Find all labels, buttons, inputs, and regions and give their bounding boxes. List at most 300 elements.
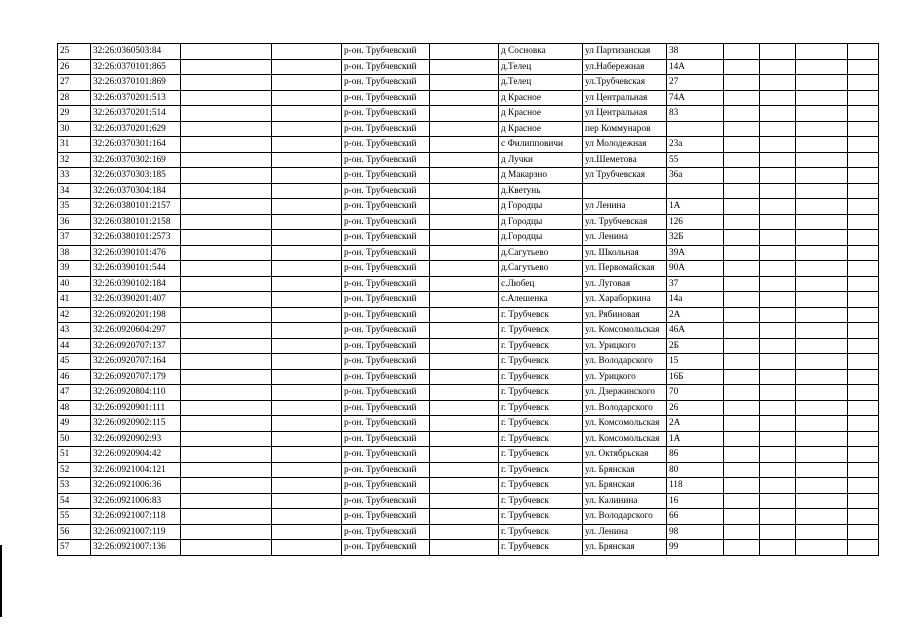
table-cell: г. Трубчевск [499,354,583,370]
table-row [58,478,879,494]
table-cell [848,524,879,540]
table-cell [760,493,796,509]
table-cell [430,75,499,91]
table-cell: р-он. Трубчевский [342,509,430,525]
table-cell [848,540,879,556]
table-cell: 51 [58,447,91,463]
table-cell: 80 [667,462,724,478]
table-cell [430,416,499,432]
table-cell [760,44,796,60]
table-cell [848,323,879,339]
table-cell [848,199,879,215]
table-cell: 70 [667,385,724,401]
table-cell: 55 [58,509,91,525]
table-cell [796,245,848,261]
table-cell [724,121,760,137]
table-cell: г. Трубчевск [499,493,583,509]
table-cell [848,400,879,416]
table-cell: р-он. Трубчевский [342,385,430,401]
table-cell [181,183,272,199]
table-cell [760,137,796,153]
table-cell [724,354,760,370]
table-cell: 37 [58,230,91,246]
table-cell: 35 [58,199,91,215]
table-cell: 47 [58,385,91,401]
table-cell [430,354,499,370]
table-cell [760,400,796,416]
table-cell [724,292,760,308]
table-cell: 98 [667,524,724,540]
table-cell: 33 [58,168,91,184]
table-row [58,245,879,261]
table-cell: ул Ленина [583,199,667,215]
table-cell: 126 [667,214,724,230]
table-cell: г. Трубчевск [499,323,583,339]
table-cell: ул. Брянская [583,540,667,556]
table-cell: г. Трубчевск [499,369,583,385]
table-cell: 32:26:0920902:115 [91,416,181,432]
table-cell: ул Центральная [583,106,667,122]
table-cell: р-он. Трубчевский [342,59,430,75]
table-cell [181,137,272,153]
table-cell [760,106,796,122]
table-cell: 32:26:0370201:629 [91,121,181,137]
table-cell: 32:26:0921007:118 [91,509,181,525]
table-cell [272,462,342,478]
table-cell: р-он. Трубчевский [342,199,430,215]
table-cell [181,75,272,91]
table-cell [724,307,760,323]
table-cell: 14А [667,59,724,75]
table-cell [272,524,342,540]
table-cell: 36 [58,214,91,230]
table-cell: 32:26:0390101:544 [91,261,181,277]
table-cell [796,137,848,153]
table-cell [796,168,848,184]
table-cell [272,59,342,75]
table-row [58,307,879,323]
table-cell [760,307,796,323]
table-cell: д Макарзно [499,168,583,184]
table-cell [760,338,796,354]
table-cell [430,385,499,401]
table-cell [272,493,342,509]
table-cell [181,540,272,556]
table-cell [272,385,342,401]
table-cell [724,106,760,122]
table-row [58,261,879,277]
table-cell [848,478,879,494]
table-cell [760,354,796,370]
table-cell [724,447,760,463]
table-cell [181,245,272,261]
table-cell [760,199,796,215]
table-cell: р-он. Трубчевский [342,75,430,91]
table-cell [796,261,848,277]
table-row [58,462,879,478]
table-cell: г. Трубчевск [499,509,583,525]
table-cell: 74А [667,90,724,106]
table-cell [796,338,848,354]
table-cell [724,230,760,246]
table-cell [724,152,760,168]
table-cell [272,44,342,60]
table-cell: 40 [58,276,91,292]
table-row [58,540,879,556]
table-cell: ул. Володарского [583,354,667,370]
table-cell [181,478,272,494]
table-cell [848,416,879,432]
table-cell: 43 [58,323,91,339]
table-cell [430,524,499,540]
table-cell: 32Б [667,230,724,246]
table-row [58,214,879,230]
table-cell: 32:26:0920904:42 [91,447,181,463]
table-cell [724,416,760,432]
table-cell: ул. Комсомольская [583,431,667,447]
table-cell: ул. Калинина [583,493,667,509]
table-row [58,369,879,385]
table-cell [724,462,760,478]
table-cell [430,276,499,292]
table-cell [796,540,848,556]
table-row [58,354,879,370]
table-cell [724,90,760,106]
table-cell [430,447,499,463]
table-cell [796,385,848,401]
table-cell [181,462,272,478]
table-cell: 32:26:0390102:184 [91,276,181,292]
table-cell [430,493,499,509]
table-cell [272,245,342,261]
table-cell: д Сосновка [499,44,583,60]
table-cell [272,338,342,354]
table-cell [724,261,760,277]
table-cell [760,462,796,478]
table-cell [430,478,499,494]
table-cell [272,431,342,447]
table-cell [848,338,879,354]
table-cell: ул. Октябрьская [583,447,667,463]
table-cell: 32:26:0920804:110 [91,385,181,401]
table-cell: 42 [58,307,91,323]
table-cell: 25 [58,44,91,60]
table-cell: р-он. Трубчевский [342,152,430,168]
table-cell: 66 [667,509,724,525]
table-cell: ул.Трубчевская [583,75,667,91]
table-cell [272,183,342,199]
table-cell: 23а [667,137,724,153]
table-cell [724,369,760,385]
table-cell [848,106,879,122]
table-cell [667,121,724,137]
table-cell [272,75,342,91]
table-cell: 32:26:0920902:93 [91,431,181,447]
table-cell: 26 [58,59,91,75]
table-cell: д.Сагутьево [499,245,583,261]
table-cell [430,292,499,308]
table-cell: 27 [667,75,724,91]
table-cell [724,183,760,199]
table-cell [796,75,848,91]
table-cell [848,447,879,463]
table-cell [181,385,272,401]
table-row [58,447,879,463]
table-cell [181,214,272,230]
table-cell [848,152,879,168]
table-cell [796,369,848,385]
table-cell [848,462,879,478]
table-cell [667,183,724,199]
table-cell [760,261,796,277]
table-cell: 53 [58,478,91,494]
table-cell [181,354,272,370]
table-row [58,400,879,416]
table-cell: 39 [58,261,91,277]
table-cell: г. Трубчевск [499,416,583,432]
table-cell [272,199,342,215]
table-row [58,59,879,75]
table-cell: 48 [58,400,91,416]
table-cell: ул Молодежная [583,137,667,153]
table-cell [760,152,796,168]
table-cell [796,59,848,75]
table-cell: пер Коммунаров [583,121,667,137]
table-row [58,385,879,401]
table-cell [430,183,499,199]
table-cell [724,75,760,91]
table-cell: 38 [58,245,91,261]
table-cell [181,199,272,215]
table-cell: 32:26:0370101:865 [91,59,181,75]
table-cell [796,478,848,494]
table-cell: 32:26:0921004:121 [91,462,181,478]
table-cell [272,416,342,432]
table-cell [181,121,272,137]
table-cell: р-он. Трубчевский [342,276,430,292]
table-cell [760,292,796,308]
table-cell: д.Кветунь [499,183,583,199]
table-cell: д Красное [499,106,583,122]
table-cell [848,90,879,106]
table-cell: р-он. Трубчевский [342,338,430,354]
table-cell: ул Партизанская [583,44,667,60]
table-cell: р-он. Трубчевский [342,121,430,137]
table-cell [272,137,342,153]
table-row [58,323,879,339]
table-cell: р-он. Трубчевский [342,369,430,385]
table-cell [848,369,879,385]
table-cell [760,431,796,447]
table-cell: 32:26:0920707:179 [91,369,181,385]
table-cell [848,137,879,153]
table-cell: г. Трубчевск [499,540,583,556]
table-cell [430,152,499,168]
table-cell [760,478,796,494]
table-row [58,106,879,122]
table-cell [181,59,272,75]
table-cell [848,354,879,370]
table-cell: р-он. Трубчевский [342,168,430,184]
table-cell [760,447,796,463]
table-cell: р-он. Трубчевский [342,493,430,509]
table-row [58,416,879,432]
table-cell: 32:26:0380101:2573 [91,230,181,246]
table-cell: 34 [58,183,91,199]
table-cell [848,261,879,277]
table-cell [724,214,760,230]
table-cell [181,323,272,339]
table-cell: р-он. Трубчевский [342,183,430,199]
table-cell: р-он. Трубчевский [342,323,430,339]
table-cell: г. Трубчевск [499,307,583,323]
table-cell [760,369,796,385]
table-cell [848,385,879,401]
table-cell [760,230,796,246]
table-cell [760,323,796,339]
table-cell: 2А [667,307,724,323]
table-cell: д Городцы [499,214,583,230]
table-cell [760,276,796,292]
table-cell [181,106,272,122]
table-cell: р-он. Трубчевский [342,462,430,478]
table-cell: ул. Школьная [583,245,667,261]
table-cell [430,323,499,339]
table-cell: 46А [667,323,724,339]
table-cell: ул. Брянская [583,462,667,478]
table-row [58,276,879,292]
table-cell: 16 [667,493,724,509]
table-cell [181,230,272,246]
table-cell: ул. Дзержинского [583,385,667,401]
table-cell: 32:26:0920901:111 [91,400,181,416]
table-cell [583,183,667,199]
table-cell: 52 [58,462,91,478]
table-cell [430,462,499,478]
table-cell: р-он. Трубчевский [342,478,430,494]
table-row [58,75,879,91]
table-cell [796,276,848,292]
table-cell: ул. Рябиновая [583,307,667,323]
table-cell: 54 [58,493,91,509]
table-cell: 83 [667,106,724,122]
table-cell [796,447,848,463]
table-cell: 86 [667,447,724,463]
table-cell: г. Трубчевск [499,400,583,416]
table-cell: ул. Володарского [583,400,667,416]
table-cell: 2Б [667,338,724,354]
table-cell: ул. Ленина [583,524,667,540]
table-cell [430,90,499,106]
table-cell [430,431,499,447]
table-cell: р-он. Трубчевский [342,524,430,540]
table-cell: 41 [58,292,91,308]
table-cell [430,509,499,525]
table-cell: р-он. Трубчевский [342,307,430,323]
table-cell [181,338,272,354]
table-cell: г. Трубчевск [499,385,583,401]
table-cell: р-он. Трубчевский [342,261,430,277]
table-cell [848,183,879,199]
table-cell [272,509,342,525]
table-cell [272,90,342,106]
table-cell [848,307,879,323]
table-cell: 57 [58,540,91,556]
table-row [58,152,879,168]
table-cell: ул. Урицкого [583,338,667,354]
table-cell [760,168,796,184]
table-cell [724,478,760,494]
table-cell: р-он. Трубчевский [342,447,430,463]
table-cell [430,245,499,261]
table-cell [724,338,760,354]
table-cell: ул. Первомайская [583,261,667,277]
table-cell [724,524,760,540]
table-cell: д Городцы [499,199,583,215]
table-cell [430,400,499,416]
table-cell: 16Б [667,369,724,385]
table-cell: р-он. Трубчевский [342,354,430,370]
table-row [58,183,879,199]
table-cell: р-он. Трубчевский [342,90,430,106]
table-cell: ул. Урицкого [583,369,667,385]
table-cell [848,168,879,184]
table-cell: г. Трубчевск [499,462,583,478]
table-cell: 32:26:0921007:136 [91,540,181,556]
table-cell [760,183,796,199]
table-cell [724,59,760,75]
table-cell: р-он. Трубчевский [342,137,430,153]
table-cell: 32:26:0920707:137 [91,338,181,354]
table-cell: 99 [667,540,724,556]
table-cell [848,121,879,137]
table-cell [430,106,499,122]
table-row [58,230,879,246]
table-cell: д Лучки [499,152,583,168]
table-cell: д Красное [499,121,583,137]
table-cell [181,292,272,308]
table-cell: ул. Ленина [583,230,667,246]
table-cell: 32:26:0390101:476 [91,245,181,261]
table-cell: 27 [58,75,91,91]
table-cell: д.Сагутьево [499,261,583,277]
table-cell [796,292,848,308]
table-row [58,292,879,308]
table-cell: 32:26:0920707:164 [91,354,181,370]
table-cell: 32:26:0920201:198 [91,307,181,323]
table-cell [181,416,272,432]
table-cell: 28 [58,90,91,106]
table-cell: 32:26:0921007:119 [91,524,181,540]
table-cell [181,276,272,292]
table-cell: 90А [667,261,724,277]
table-cell [272,540,342,556]
table-cell: ул.Набережная [583,59,667,75]
table-cell: 30 [58,121,91,137]
table-cell [272,261,342,277]
table-cell [430,307,499,323]
table-cell [181,152,272,168]
table-cell [272,354,342,370]
table-cell [760,524,796,540]
table-cell [181,493,272,509]
table-cell [848,292,879,308]
table-cell [430,261,499,277]
table-cell: 1А [667,431,724,447]
table-cell: ул. Комсомольская [583,416,667,432]
table-cell [724,540,760,556]
table-cell [848,75,879,91]
